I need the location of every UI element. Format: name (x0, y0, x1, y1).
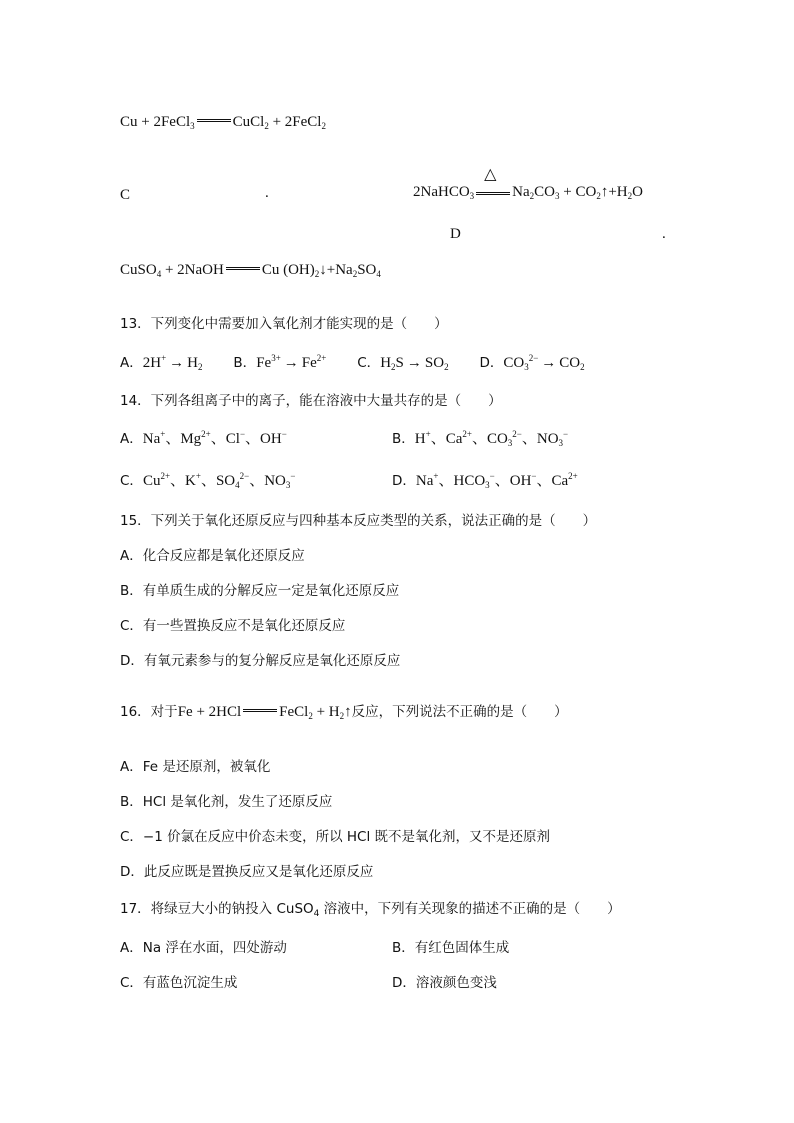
q16-option-d: D．此反应既是置换反应又是氧化还原反应 (120, 864, 374, 880)
q14-option-c: C．$Cu^{2+}$、K+、$SO_4^{2-}$、$NO_3^-$ (120, 471, 296, 490)
q17-stem: 17．将绿豆大小的钠投入 CuSO$_4$ 溶液中，下列有关现象的描述不正确的是（ ） (120, 901, 621, 919)
option-c-label: C (120, 187, 131, 203)
q15-option-a: A．化合反应都是氧化还原反应 (120, 548, 305, 564)
q15-stem: 15．下列关于氧化还原反应与四种基本反应类型的关系，说法正确的是（ ） (120, 513, 597, 529)
q17-option-a: A．Na 浮在水面，四处游动 (120, 940, 287, 956)
equation-cuso4-naoh: CuSO$_4$ + 2NaOH Cu $(OH)_2↓+Na_2SO_4$ (120, 262, 381, 279)
q16-option-a: A．Fe 是还原剂，被氧化 (120, 759, 271, 775)
q17-option-b: B．有红色固体生成 (392, 940, 510, 956)
q15-option-b: B．有单质生成的分解反应一定是氧化还原反应 (120, 583, 400, 599)
q16-option-c: C．−1 价氯在反应中价态未变，所以 HCl 既不是氧化剂，又不是还原剂 (120, 829, 551, 845)
equation-cu-fecl3: Cu + 2FeCl$_3$ CuCl$_2$ + 2FeCl$_2$ (120, 114, 326, 131)
q14-option-a: A．Na+、$Mg^{2+}$、Cl−、OH− (120, 429, 287, 447)
heat-arrow: △ (476, 186, 510, 196)
q14-option-b: B．H+、$Ca^{2+}$、$CO_3^{2-}$、$NO_3^-$ (392, 429, 569, 448)
q13-options: A．$2H^+ \to H_2$ B．$Fe^{3+} \to Fe^{2+}$ C．$H_2S \to SO_2$ D．$CO_3^{2-} \to CO_2$ (120, 353, 585, 372)
option-c-dot: . (265, 185, 269, 201)
option-d-dot: . (662, 226, 666, 242)
q16-stem: 16．对于Fe + 2HCl FeCl$_2$ + $H_2↑$反应，下列说法不正确的是（ ） (120, 704, 568, 721)
q16-option-b: B．HCl 是氧化剂，发生了还原反应 (120, 794, 333, 810)
q17-option-d: D．溶液颜色变浅 (392, 975, 497, 991)
q14-stem: 14．下列各组离子中的离子，能在溶液中大量共存的是（ ） (120, 393, 502, 409)
q17-option-c: C．有蓝色沉淀生成 (120, 975, 238, 991)
q15-option-c: C．有一些置换反应不是氧化还原反应 (120, 618, 346, 634)
q15-option-d: D．有氧元素参与的复分解反应是氧化还原反应 (120, 653, 401, 669)
equation-nahco3-decomp: 2NaHCO$_3$ △ $Na_2CO_3$ + $CO_2↑+H_2O$ (413, 166, 643, 201)
q13-stem: 13．下列变化中需要加入氧化剂才能实现的是（ ） (120, 316, 448, 332)
q14-option-d: D．Na+、$HCO_3^-$、OH−、$Ca^{2+}$ (392, 471, 578, 490)
option-d-label: D (450, 226, 461, 242)
